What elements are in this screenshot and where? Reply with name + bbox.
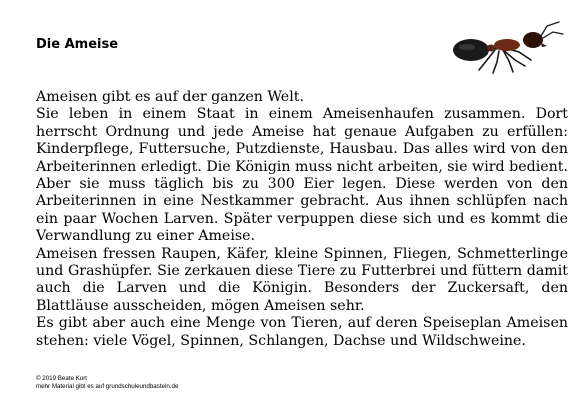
ant-icon	[447, 16, 567, 76]
paragraph: Ameisen fressen Raupen, Käfer, kleine Spinnen, Fliegen, Schmetterlinge und Grashüpfer. Sie zerkauen diese Tiere zu Futterbrei und füttern damit auch die Larven und die Königin. Besonders der Zuckersaft, den Blattläuse ausscheiden, mögen Ameisen sehr.	[36, 245, 568, 314]
page-title: Die Ameise	[36, 37, 119, 52]
paragraph: Ameisen gibt es auf der ganzen Welt.	[36, 89, 304, 105]
paragraph: Sie leben in einem Staat in einem Ameisenhaufen zusammen. Dort herrscht Ordnung und jede Ameise hat genaue Aufgaben zu erfüllen: Kinderpflege, Futtersuche, Putzdienste, Hausbau. Das alles wird von den Arbeiterinnen erledigt. Die Königin muss nicht arbeiten, sie wird bedient. Aber sie muss täglich bis zu 300 Eier legen. Diese werden von den Arbeiterinnen in eine Nestkammer gebracht. Aus ihnen schlüpfen nach ein paar Wochen Larven. Später verpuppen diese sich und es kommt die Verwandlung zu einer Ameise.	[36, 106, 568, 245]
article-body	[36, 89, 568, 350]
paragraph: Es gibt aber auch eine Menge von Tieren, auf deren Speiseplan Ameisen stehen: viele Vögel, Spinnen, Schlangen, Dachse und Wildschweine.	[36, 315, 568, 349]
copyright-text: © 2019 Beate Kurt	[36, 375, 87, 382]
footer	[36, 375, 178, 391]
more-material-text: mehr Material gibt es auf grundschuleundbasteln.de	[36, 383, 179, 390]
